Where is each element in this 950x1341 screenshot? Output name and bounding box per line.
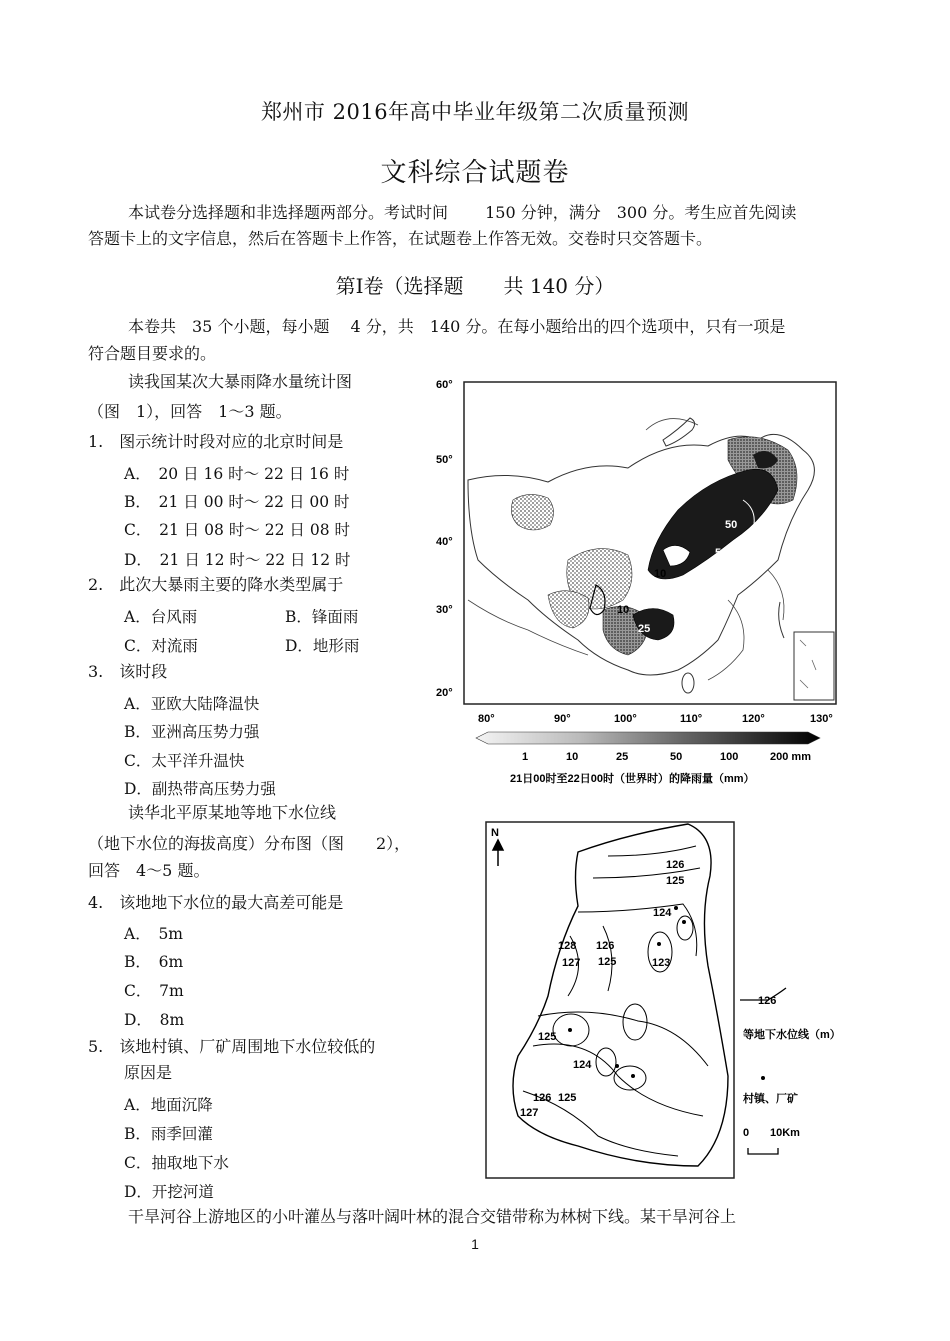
next-group-intro: 干旱河谷上游地区的小叶灌丛与落叶阔叶林的混合交错带称为林树下线。某干旱河谷上 <box>128 1207 737 1226</box>
figure-1-caption: 21日00时至22日00时（世界时）的降雨量（mm） <box>510 773 755 785</box>
lon-label: 110° <box>680 713 703 725</box>
map-frame <box>486 822 734 1178</box>
scale-zero: 0 <box>743 1127 750 1139</box>
q3-stem: 3. 该时段 <box>88 662 168 681</box>
exam-subtitle: 文科综合试题卷 <box>380 158 570 188</box>
lon-label: 100° <box>614 713 637 725</box>
contour-label: 50 <box>715 547 728 559</box>
q1-option-b[interactable]: B． 21 日 00 时～ 22 日 00 时 <box>124 493 350 511</box>
contour-label: 127 <box>520 1107 539 1119</box>
village-dot <box>631 1074 635 1078</box>
lat-label: 30° <box>436 604 453 616</box>
q5-option-a[interactable]: A．地面沉降 <box>124 1096 213 1114</box>
intro-line-1: 本试卷分选择题和非选择题两部分。考试时间 150 分钟，满分 300 分。考生应首先阅读 <box>128 203 797 222</box>
contour-label: 125 <box>598 956 617 968</box>
q5-option-c[interactable]: C．抽取地下水 <box>124 1154 229 1172</box>
q1-option-c[interactable]: C． 21 日 08 时～ 22 日 08 时 <box>124 521 350 539</box>
q2-stem: 2. 此次大暴雨主要的降水类型属于 <box>88 575 344 594</box>
lat-label: 50° <box>436 454 453 466</box>
exam-title: 郑州市 2016年高中毕业年级第二次质量预测 <box>260 100 690 124</box>
legend-value: 200 mm <box>770 751 811 763</box>
legend-contour-value: 126 <box>758 995 777 1007</box>
q2-option-c[interactable]: C．对流雨 <box>124 637 198 655</box>
groundwater-map-svg <box>478 816 838 1186</box>
contour-label: 124 <box>573 1059 592 1071</box>
contour-label: 124 <box>653 907 672 919</box>
q2-option-b[interactable]: B．锋面雨 <box>285 608 359 626</box>
section-title: 第Ⅰ卷（选择题 共 140 分） <box>335 274 615 298</box>
scale-km: 10Km <box>770 1127 800 1139</box>
legend-village-dot <box>761 1076 765 1080</box>
q4-option-a[interactable]: A． 5m <box>124 925 184 943</box>
q4-option-c[interactable]: C． 7m <box>124 982 184 1000</box>
group2-intro-2: （地下水位的海拔高度）分布图（图 2）， <box>88 834 411 853</box>
q4-option-b[interactable]: B． 6m <box>124 953 184 971</box>
figure-2-groundwater-map <box>478 816 838 1186</box>
q3-option-b[interactable]: B．亚洲高压势力强 <box>124 723 260 741</box>
q4-option-d[interactable]: D． 8m <box>124 1011 185 1029</box>
q1-option-d[interactable]: D． 21 日 12 时～ 22 日 12 时 <box>124 551 351 569</box>
q3-option-a[interactable]: A．亚欧大陆降温快 <box>124 695 260 713</box>
legend-value: 10 <box>566 751 579 763</box>
lon-label: 90° <box>554 713 571 725</box>
figure-1-rainfall-map <box>428 370 848 790</box>
contour-label: 126 <box>596 940 615 952</box>
q5-stem-2: 原因是 <box>124 1063 173 1082</box>
q1-stem: 1. 图示统计时段对应的北京时间是 <box>88 432 344 451</box>
group1-intro-1: 读我国某次大暴雨降水量统计图 <box>128 372 353 391</box>
group2-intro-1: 读华北平原某地等地下水位线 <box>128 803 337 822</box>
contour-label: 25 <box>638 623 651 635</box>
legend-value: 25 <box>616 751 629 763</box>
contour-label: 10 <box>654 568 667 580</box>
contour-label: 123 <box>652 957 671 969</box>
lat-label: 60° <box>436 379 453 391</box>
q4-stem: 4. 该地地下水位的最大高差可能是 <box>88 893 344 912</box>
q5-option-d[interactable]: D．开挖河道 <box>124 1183 214 1201</box>
q3-option-c[interactable]: C．太平洋升温快 <box>124 752 245 770</box>
lat-label: 40° <box>436 536 453 548</box>
contour-label: 125 <box>666 875 685 887</box>
intro-line-2: 答题卡上的文字信息，然后在答题卡上作答，在试题卷上作答无效。交卷时只交答题卡。 <box>88 229 713 248</box>
group2-intro-3: 回答 4～5 题。 <box>88 861 210 880</box>
section-desc-1: 本卷共 35 个小题，每小题 4 分，共 140 分。在每小题给出的四个选项中，只有一项是 <box>128 317 786 336</box>
map-frame <box>464 382 836 704</box>
lon-label: 80° <box>478 713 495 725</box>
q2-option-d[interactable]: D．地形雨 <box>285 637 360 655</box>
legend-value: 1 <box>522 751 529 763</box>
legend-bar <box>476 732 820 744</box>
rainfall-map-svg <box>428 370 848 790</box>
contour-label: 126 <box>666 859 685 871</box>
legend-village-label: 村镇、厂矿 <box>743 1093 798 1105</box>
village-dot <box>615 1064 619 1068</box>
legend-value: 50 <box>670 751 683 763</box>
q3-option-d[interactable]: D．副热带高压势力强 <box>124 780 276 798</box>
contour-label: 128 <box>558 940 577 952</box>
q5-option-b[interactable]: B．雨季回灌 <box>124 1125 213 1143</box>
contour-label: 127 <box>562 957 581 969</box>
contour-label: 50 <box>725 519 738 531</box>
q1-option-a[interactable]: A． 20 日 16 时～ 22 日 16 时 <box>124 465 350 483</box>
contour-label: 126 <box>533 1092 552 1104</box>
legend-value: 100 <box>720 751 739 763</box>
lon-label: 130° <box>810 713 833 725</box>
north-label: N <box>491 827 499 839</box>
village-dot <box>568 1028 572 1032</box>
contour-label: 125 <box>558 1092 577 1104</box>
group1-intro-2: （图 1），回答 1～3 题。 <box>88 402 292 421</box>
lat-label: 20° <box>436 687 453 699</box>
village-dot <box>657 942 661 946</box>
q2-option-a[interactable]: A．台风雨 <box>124 608 198 626</box>
village-dot <box>674 906 678 910</box>
legend-contour-label: 等地下水位线（m） <box>743 1029 838 1041</box>
section-desc-2: 符合题目要求的。 <box>88 344 217 363</box>
village-dot <box>682 920 686 924</box>
contour-label: 10 <box>617 604 630 616</box>
q5-stem-1: 5. 该地村镇、厂矿周围地下水位较低的 <box>88 1037 376 1056</box>
lon-label: 120° <box>742 713 765 725</box>
contour-label: 125 <box>538 1031 557 1043</box>
page-number: 1 <box>471 1236 479 1252</box>
scale-bar <box>748 1148 778 1154</box>
